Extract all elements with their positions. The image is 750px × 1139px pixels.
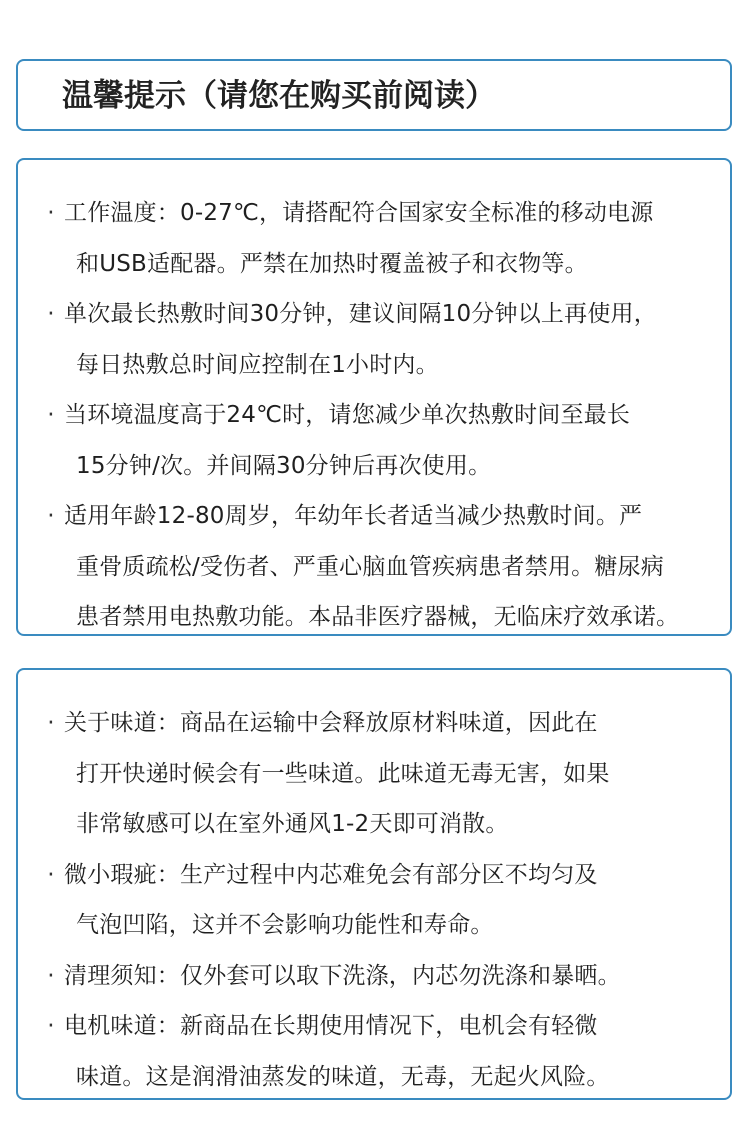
bullet-dot-icon: · [47,402,55,428]
product-notice-panel [16,668,732,1100]
list-item [44,1001,716,1102]
usage-notice-panel [16,158,732,636]
list-item-text: 味道。这是润滑油蒸发的味道，无毒，无起火风险。 [76,1063,610,1090]
list-item [44,698,716,850]
list-item-text: 当环境温度高于24℃时，请您减少单次热敷时间至最长 [64,402,631,428]
product-notice-list [44,698,716,1102]
title-panel [16,59,732,131]
bullet-dot-icon: · [47,962,55,989]
list-item-text: 关于味道：商品在运输中会释放原材料味道，因此在 [64,710,598,736]
list-item-text: 清理须知：仅外套可以取下洗涤，内芯勿洗涤和暴晒。 [64,962,621,989]
list-item-text: 15分钟/次。并间隔30分钟后再次使用。 [76,452,492,479]
list-item-text: 气泡凹陷，这并不会影响功能性和寿命。 [76,912,494,938]
list-item-text: 微小瑕疵：生产过程中内芯难免会有部分区不均匀及 [64,861,598,888]
list-item-text: 工作温度：0-27℃，请搭配符合国家安全标准的移动电源 [64,200,654,226]
usage-notice-list [44,188,716,643]
list-item-text: 和USB适配器。严禁在加热时覆盖被子和衣物等。 [76,250,588,277]
list-item-text: 重骨质疏松/受伤者、严重心脑血管疾病患者禁用。糖尿病 [76,553,664,580]
list-item-text: 单次最长热敷时间30分钟，建议间隔10分钟以上再使用， [64,301,657,327]
bullet-dot-icon: · [47,503,55,529]
list-item-text: 打开快递时候会有一些味道。此味道无毒无害，如果 [76,760,610,787]
list-item [44,188,716,289]
list-item [44,390,716,491]
list-item-text: 患者禁用电热敷功能。本品非医疗器械，无临床疗效承诺。 [76,604,680,630]
page-title: 温馨提示（请您在购买前阅读） [62,78,496,114]
bullet-dot-icon: · [47,710,55,736]
list-item-text: 非常敏感可以在室外通风1-2天即可消散。 [76,811,509,837]
list-item [44,491,716,643]
bullet-dot-icon: · [47,861,55,888]
list-item [44,289,716,390]
bullet-dot-icon: · [47,1013,55,1039]
list-item-text: 每日热敷总时间应控制在1小时内。 [76,351,439,378]
list-item [44,951,716,1002]
list-item-text: 适用年龄12-80周岁，年幼年长者适当减少热敷时间。严 [64,503,643,529]
bullet-dot-icon: · [47,301,55,327]
list-item-text: 电机味道：新商品在长期使用情况下，电机会有轻微 [64,1013,598,1039]
bullet-dot-icon: · [47,200,55,226]
list-item [44,850,716,951]
